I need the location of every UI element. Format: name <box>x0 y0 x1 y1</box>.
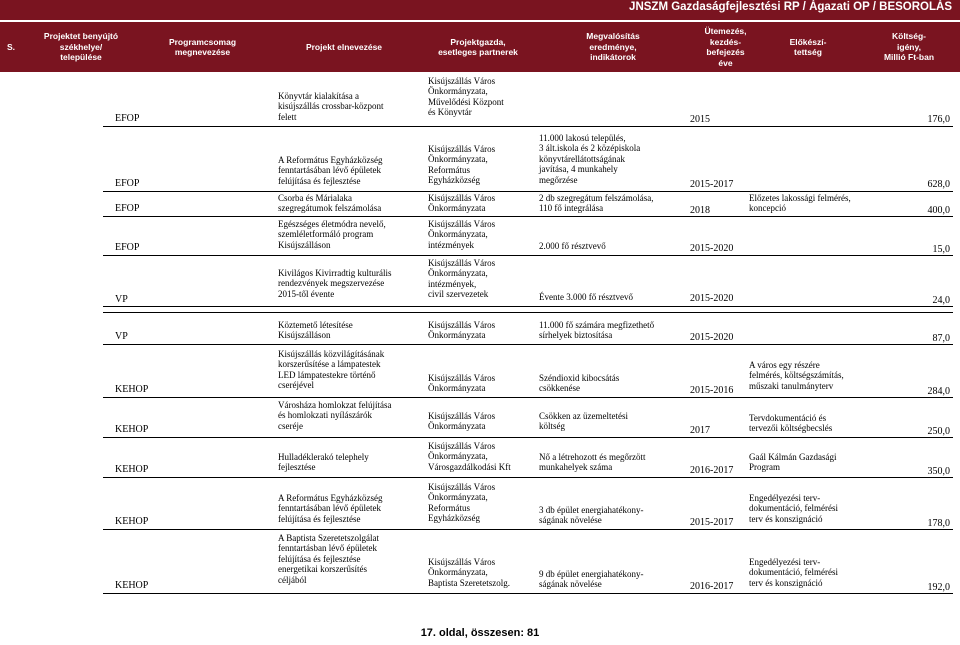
row-divider <box>103 126 953 127</box>
row-divider <box>103 191 953 192</box>
header-cost: Költség- igény, Millió Ft-ban <box>883 31 935 63</box>
row-result: Csökken az üzemeltetési költség <box>539 411 628 432</box>
row-owner: Kisújszállás Város Önkormányzata <box>428 193 496 214</box>
row-owner: Kisújszállás Város Önkormányzata, Városgazdálkodási Kft <box>428 441 511 472</box>
row-project: Kivilágos Kivirradtig kulturális rendezvények megszervezése 2015-től évente <box>278 268 392 299</box>
row-year: 2015-2020 <box>690 293 734 304</box>
row-owner: Kisújszállás Város Önkormányzata, Művelődési Központ és Könyvtár <box>428 76 504 118</box>
row-year: 2017 <box>690 425 710 436</box>
row-divider <box>103 529 953 530</box>
row-code: VP <box>115 294 128 305</box>
header-owner: Projektgazda, esetleges partnerek <box>438 36 518 57</box>
document-title: JNSZM Gazdaságfejlesztési RP / Ágazati OP / BESOROLÁS <box>629 1 952 13</box>
row-divider <box>103 397 953 398</box>
row-project: Városháza homlokzat felújítása és homlokzati nyílászárók cseréje <box>278 400 392 431</box>
top-banner <box>0 0 960 20</box>
row-cost: 400,0 <box>927 205 950 216</box>
row-result: Nő a létrehozott és megőrzött munkahelyek száma <box>539 452 646 473</box>
row-owner: Kisújszállás Város Önkormányzata, intézmények <box>428 219 496 250</box>
row-cost: 284,0 <box>927 386 950 397</box>
row-preparedness: Előzetes lakossági felmérés, koncepció <box>749 193 851 214</box>
row-cost: 15,0 <box>932 244 950 255</box>
row-divider <box>103 437 953 438</box>
row-cost: 87,0 <box>932 333 950 344</box>
row-owner: Kisújszállás Város Önkormányzata, Baptista Szeretetszolg. <box>428 557 510 588</box>
row-project: Csorba és Márialaka szegregátumok felszámolása <box>278 193 382 214</box>
row-project: Könyvtár kialakítása a kisújszállás crossbar-központ felett <box>278 91 384 122</box>
row-project: Kisújszállás közvilágításának korszerűsítése a lámpatestek LED lámpatestekre történő cseréjével <box>278 349 385 391</box>
row-code: KEHOP <box>115 464 149 475</box>
row-cost: 628,0 <box>927 179 950 190</box>
row-code: VP <box>115 331 128 342</box>
row-preparedness: A város egy részére felmérés, költségszámítás, műszaki tanulmányterv <box>749 360 844 391</box>
row-preparedness: Tervdokumentáció és tervezői költségbecslés <box>749 413 833 434</box>
row-code: KEHOP <box>115 516 149 527</box>
header-project-name: Projekt elnevezése <box>305 41 383 52</box>
row-divider <box>103 306 953 307</box>
header-preparedness: Előkészí- tettség <box>789 36 827 57</box>
row-year: 2016-2017 <box>690 581 734 592</box>
row-year: 2015 <box>690 114 710 125</box>
row-owner: Kisújszállás Város Önkormányzata, Református Egyházközség <box>428 482 496 524</box>
row-result: 2 db szegregátum felszámolása, 110 fő integrálása <box>539 193 654 214</box>
row-result: 3 db épület energiahatékony- ságának növelése <box>539 505 644 526</box>
row-preparedness: Engedélyezési terv- dokumentáció, felmérési terv és konszignáció <box>749 557 838 588</box>
row-divider <box>103 593 953 594</box>
row-preparedness: Gaál Kálmán Gazdasági Program <box>749 452 837 473</box>
row-result: 2.000 fő résztvevő <box>539 241 606 251</box>
row-year: 2016-2017 <box>690 465 734 476</box>
header-s: S. <box>6 41 16 52</box>
row-project: A Református Egyházközség fenntartásában lévő épületek felújítása és fejlesztése <box>278 155 383 186</box>
row-cost: 192,0 <box>927 582 950 593</box>
row-owner: Kisújszállás Város Önkormányzata <box>428 320 496 341</box>
row-code: EFOP <box>115 113 140 124</box>
row-year: 2018 <box>690 205 710 216</box>
row-preparedness: Engedélyezési terv- dokumentáció, felmérési terv és konszignáció <box>749 493 838 524</box>
row-owner: Kisújszállás Város Önkormányzata <box>428 411 496 432</box>
row-project: Egészséges életmódra nevelő, szemléletformáló program Kisújszálláson <box>278 219 386 250</box>
row-owner: Kisújszállás Város Önkormányzata <box>428 373 496 394</box>
row-code: EFOP <box>115 178 140 189</box>
row-owner: Kisújszállás Város Önkormányzata, intézmények, civil szervezetek <box>428 258 496 300</box>
section-divider <box>103 312 953 313</box>
row-code: EFOP <box>115 242 140 253</box>
row-cost: 176,0 <box>927 114 950 125</box>
row-year: 2015-2016 <box>690 385 734 396</box>
row-project: A Református Egyházközség fenntartásában lévő épületek felújítása és fejlesztése <box>278 493 383 524</box>
row-divider <box>103 344 953 345</box>
row-result: Széndioxid kibocsátás csökkenése <box>539 373 620 394</box>
header-result: Megvalósítás eredménye, indikátorok <box>586 31 640 63</box>
row-project: Hulladéklerakó telephely fejlesztése <box>278 452 369 473</box>
row-year: 2015-2020 <box>690 332 734 343</box>
row-code: KEHOP <box>115 580 149 591</box>
row-cost: 250,0 <box>927 426 950 437</box>
row-code: KEHOP <box>115 424 149 435</box>
row-year: 2015-2020 <box>690 243 734 254</box>
row-year: 2015-2017 <box>690 179 734 190</box>
header-schedule: Ütemezés, kezdés- befejezés éve <box>704 26 747 68</box>
header-submitter: Projektet benyújtó székhelye/ települése <box>43 31 119 63</box>
row-year: 2015-2017 <box>690 517 734 528</box>
row-code: EFOP <box>115 203 140 214</box>
row-code: KEHOP <box>115 384 149 395</box>
row-cost: 350,0 <box>927 466 950 477</box>
row-cost: 24,0 <box>932 295 950 306</box>
header-program-package: Programcsomag megnevezése <box>168 36 237 57</box>
row-result: Évente 3.000 fő résztvevő <box>539 292 633 302</box>
page-footer: 17. oldal, összesen: 81 <box>420 627 540 639</box>
row-divider <box>103 216 953 217</box>
row-project: A Baptista Szeretetszolgálat fenntartásban lévő épületek felújítása és fejlesztése energetikai korszerűsítés céljából <box>278 533 379 585</box>
row-cost: 178,0 <box>927 518 950 529</box>
row-result: 11.000 lakosú település, 3 ált.iskola és 2 középiskola könyvtárellátottságának javítása, 4 munkahely megőrzése <box>539 133 641 185</box>
row-divider <box>103 477 953 478</box>
row-result: 9 db épület energiahatékony- ságának növelése <box>539 569 644 590</box>
row-result: 11.000 fő számára megfizethető sírhelyek biztosítása <box>539 320 655 341</box>
row-owner: Kisújszállás Város Önkormányzata, Református Egyházközség <box>428 144 496 186</box>
row-project: Köztemető létesítése Kisújszálláson <box>278 320 353 341</box>
row-divider <box>103 255 953 256</box>
